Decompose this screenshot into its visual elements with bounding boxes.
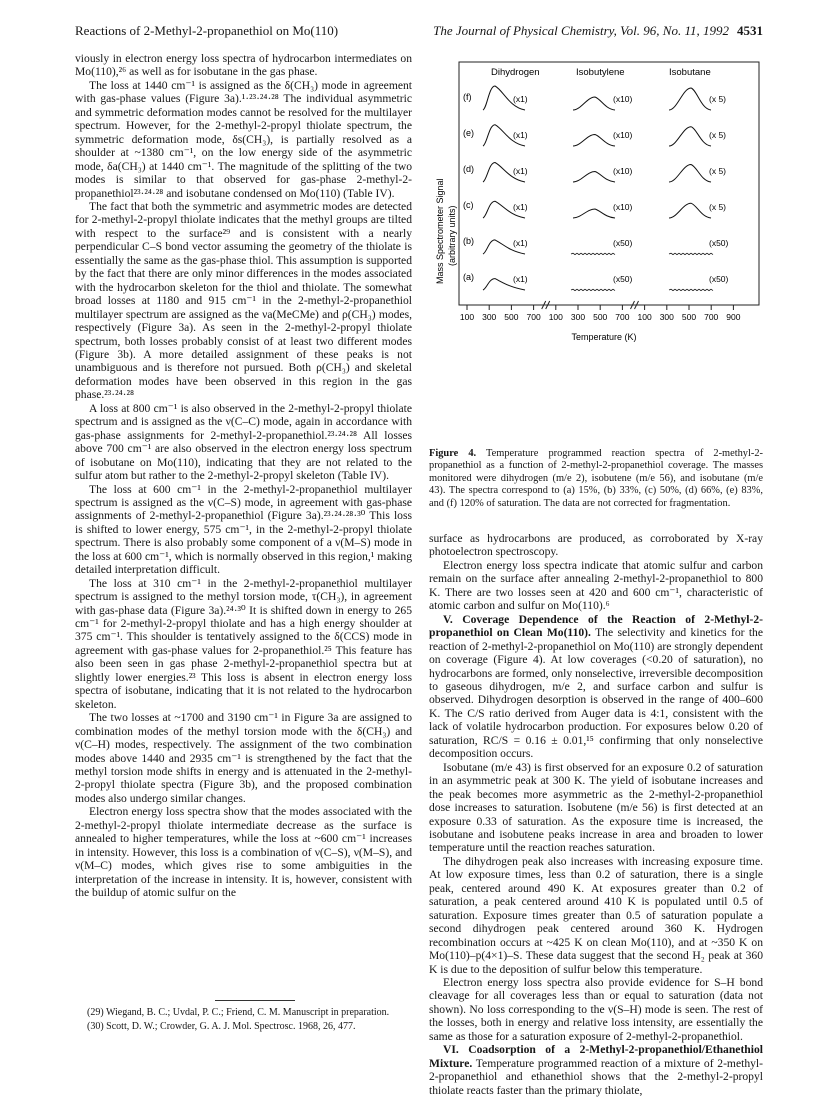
spectrum-row [463, 200, 726, 218]
multiplier-label: (x10) [613, 94, 633, 104]
multiplier-label: (x50) [613, 238, 633, 248]
x-tick-label: 300 [570, 312, 586, 322]
x-tick-label: 500 [681, 312, 697, 322]
x-axis [460, 301, 741, 322]
multiplier-label: (x1) [513, 202, 528, 212]
paragraph: viously in electron energy loss spectra of hydrocarbon intermediates on Mo(110),²⁶ as well as for isobutane in the gas phase. [75, 52, 412, 79]
row-label: (e) [463, 128, 474, 138]
section-text: Temperature programmed reaction of a mixture of 2-methyl-2-propanethiol and ethanethiol shows that the 2-methyl-2-propyl thiolate reacts faster than the primary thiolate, [429, 1056, 763, 1097]
caption-text: Temperature programmed reaction spectra of 2-methyl-2-propanethiol as a function of 2-methyl-2-propanethiol coverage. The masses monitored were dihydrogen (m/e 2), isobutene (m/e 56), and isobutane (m/e 43). The spectra correspond to (a) 15%, (b) 33%, (c) 50%, (d) 66%, (e) 83%, and (f) 120% of saturation. The data are not corrected for fragmentation. [429, 448, 763, 509]
paragraph: The loss at 1440 cm⁻¹ is assigned as the δ(CH₃) mode in agreement with gas-phase values (Figure 3a).¹·²³·²⁴·²⁸ The individual asymmetric and symmetric deformation modes cannot be resolved for the multilayer spectrum. However, for the 2-methyl-2-propyl thiolate spectrum, the symmetric deformation mode, δs(CH₃), is partially resolved as a shoulder at ~1380 cm⁻¹, on the low energy side of the asymmetric mode, δa(CH₃) at 1440 cm⁻¹. The magnitude of the splitting of the two modes is similar to that observed for gas-phase 2-methyl-2-propanethiol²³·²⁴·²⁸ and isobutane condensed on Mo(110) (Table IV). [75, 78, 412, 200]
x-axis-label: Temperature (K) [571, 332, 637, 342]
row-label: (c) [463, 200, 474, 210]
multiplier-label: (x50) [613, 274, 633, 284]
multiplier-label: (x1) [513, 130, 528, 140]
row-label: (a) [463, 272, 474, 282]
row-label: (f) [463, 92, 472, 102]
isobutane-trace [669, 289, 713, 290]
paragraph: Electron energy loss spectra also provide evidence for S–H bond cleavage for all coverages less than or equal to saturation (data not shown). No loss corresponding to the ν(S–H) mode is seen. The rest of the losses, both in energy and relative loss intensity, are essentially the same as those for a saturation exposure of 2-methyl-2-propanethiol. [429, 975, 763, 1043]
paragraph: surface as hydrocarbons are produced, as corroborated by X-ray photoelectron spectroscopy. [429, 532, 763, 559]
isobutylene-trace [571, 253, 615, 254]
header-title: Reactions of 2-Methyl-2-propanethiol on Mo(110) [75, 23, 339, 38]
column-title-isobutylene: Isobutylene [576, 67, 625, 78]
isobutylene-trace [573, 172, 615, 183]
multiplier-label: (x10) [613, 166, 633, 176]
paragraph: The loss at 600 cm⁻¹ in the 2-methyl-2-propanethiol multilayer spectrum is assigned as the ν(C–S) mode, in agreement with gas-phase assignments of 2-methyl-2-propanethiol (Figure 3a).²³·²⁴·²⁸·³⁰ This loss is shifted to lower energy, 575 cm⁻¹, in the 2-methyl-2-propyl thiolate spectrum. There is also probably some component of a ν(M–S) mode in the loss at 600 cm⁻¹, which is normally observed in this region,¹ making detailed interpretation difficult. [75, 482, 412, 577]
figure-caption [429, 448, 763, 510]
paragraph: Electron energy loss spectra show that the modes associated with the 2-methyl-2-propyl thiolate intermediate decrease as the surface is annealed to higher temperatures, while the loss at ~600 cm⁻¹ increases in intensity. However, this loss is a combination of ν(C–S), ν(M–S), and ν(M–C) modes, which gives rise to some ambiguities in the interpretation of the increase in intensity. It is, however, consistent with the buildup of atomic sulfur on the [75, 805, 412, 900]
isobutane-trace [669, 127, 711, 146]
multiplier-label: (x50) [709, 274, 729, 284]
x-tick-label: 700 [704, 312, 719, 322]
column-title-isobutane: Isobutane [669, 67, 711, 78]
multiplier-label: (x1) [513, 238, 528, 248]
isobutane-trace [669, 88, 711, 110]
isobutylene-trace [571, 289, 615, 290]
y-axis-label-units: (arbitrary units) [447, 205, 457, 266]
isobutylene-trace [573, 209, 615, 218]
footnote: (30) Scott, D. W.; Crowder, G. A. J. Mol. Spectrosc. 1968, 26, 477. [87, 1021, 356, 1032]
x-tick-label: 500 [593, 312, 608, 322]
x-tick-label: 100 [637, 312, 652, 322]
x-tick-label: 900 [726, 312, 741, 322]
isobutane-trace [669, 203, 711, 218]
header-journal-text: The Journal of Physical Chemistry, Vol. 96, No. 11, 1992 [433, 23, 729, 38]
section-heading: V. Coverage Dependence of the Reaction of 2-Methyl-2-propanethiol on Clean Mo(110). [429, 612, 763, 640]
isobutylene-trace [573, 135, 615, 147]
page-number: 4531 [737, 23, 763, 38]
paragraph: The fact that both the symmetric and asymmetric modes are detected for 2-methyl-2-propyl thiolate indicates that the methyl groups are tilted with respect to the surface²⁹ and is consistent with a nearly perpendicular C–S bond vector assuming the geometry of the thiolate is essentially the same as the gas-phase thiol. This assumption is supported by the fact that there are only minor differences in the modes associated with the hydrocarbon skeleton for the thiol and thiolate. The somewhat broad losses at 1180 and 915 cm⁻¹ in the 2-methyl-2-propanethiol multilayer spectrum are assigned as the νa(MeCMe) and ρ(CH₃) modes, respectively (Figure 3a). As seen in the 2-methyl-2-propyl thiolate spectrum, both losses probably consist of at least two different modes (Figure 3b). A more detailed assignment of these peaks is not unambiguous and is therefore not pursued. Both ρ(CH₃) and skeletal deformation modes have been observed in this region in the gas phase.²³·²⁴·²⁸ [75, 199, 412, 402]
x-tick-label: 300 [659, 312, 674, 322]
multiplier-label: (x 5) [709, 202, 726, 212]
paragraph: Electron energy loss spectra indicate that atomic sulfur and carbon remain on the surface after annealing 2-methyl-2-propanethiol to 800 K. There are two losses seen at 420 and 600 cm⁻¹, characteristic of atomic carbon and sulfur on Mo(110).⁶ [429, 558, 763, 613]
column-title-dihydrogen: Dihydrogen [491, 67, 540, 78]
paragraph: The dihydrogen peak also increases with increasing exposure time. At low exposure times, less than 0.2 of saturation, there is a single peak, centered around 490 K. At exposures greater than 0.2 of saturation, a peak centered around 410 K is populated until 0.5 of saturation. Exposure times greater than 0.5 of saturation populate a second dihydrogen peak centered around 360 K. Hydrogen recombination occurs at ~425 K on clean Mo(110), and at ~350 K on Mo(110)–p(4×1)–S. These data suggest that the second H₂ peak at 360 K is due to the deposition of sulfur below this temperature. [429, 854, 763, 976]
footnote-rule [215, 1000, 295, 1001]
paragraph: The loss at 310 cm⁻¹ in the 2-methyl-2-propanethiol multilayer spectrum is assigned to the methyl torsion mode, τ(CH₃), in agreement with gas-phase data (Figure 3a).²⁴·³⁰ It is shifted down in energy to 265 cm⁻¹ for 2-methyl-2-propyl thiolate and has a high energy shoulder at 375 cm⁻¹. This shoulder is tentatively assigned to the δ(CCS) mode in agreement with gas-phase values for 2-propanethiol.²⁵ This feature has also been seen in gas phase 2-methyl-2-propanethiol spectra but at slightly lower energies.²³ This loss is absent in electron energy loss spectra of isobutane, indicating that it is not related to the hydrocarbon skeleton. [75, 576, 412, 711]
footnote: (29) Wiegand, B. C.; Uvdal, P. C.; Friend, C. M. Manuscript in preparation. [87, 1007, 390, 1018]
section-vi [429, 1043, 763, 1097]
y-axis-label: Mass Spectrometer Signal [435, 178, 445, 284]
footnotes [75, 1000, 412, 1035]
multiplier-label: (x10) [613, 202, 633, 212]
multiplier-label: (x1) [513, 94, 528, 104]
multiplier-label: (x 5) [709, 166, 726, 176]
spectrum-row [463, 163, 726, 183]
x-tick-label: 100 [459, 312, 475, 322]
x-tick-label: 500 [504, 312, 519, 322]
row-label: (d) [463, 164, 474, 174]
x-tick-label: 100 [548, 312, 563, 322]
row-label: (b) [463, 236, 474, 246]
isobutane-trace [669, 165, 711, 183]
isobutylene-trace [573, 97, 615, 110]
spectrum-row [463, 272, 729, 291]
header-journal [433, 23, 763, 39]
running-header [75, 23, 763, 41]
spectrum-row [463, 86, 726, 110]
spectrum-row [463, 236, 729, 255]
x-tick-label: 700 [615, 312, 630, 322]
multiplier-label: (x50) [709, 238, 729, 248]
right-column [429, 532, 763, 1097]
paragraph: A loss at 800 cm⁻¹ is also observed in the 2-methyl-2-propyl thiolate spectrum and is assigned as the ν(C–C) mode, again in accordance with gas-phase assignments for 2-methyl-2-propanethiol.²³·²⁴·²⁸ All losses above 700 cm⁻¹ are also observed in the electron energy loss spectrum of isobutane on Mo(110), indicating that they are not related to the sulfur atom but rather to the 2-methyl-2-propyl skeleton (Table IV). [75, 401, 412, 483]
multiplier-label: (x 5) [709, 94, 726, 104]
section-text: The selectivity and kinetics for the reaction of 2-methyl-2-propanethiol on Mo(110) are strongly dependent on coverage (Figure 4). At low coverages (<0.20 of saturation), no hydrocarbons are formed, only nonselective, irreversible decomposition to gaseous dihydrogen, m/e 2, and surface carbon and sulfur is observed. Dihydrogen desorption is observed in the range of 400–600 K. The C/S ratio derived from Auger data is 4:1, consistent with the lack of volatile hydrocarbon production. For exposures below 0.20 of saturation, RC/S = 0.16 ± 0.01,¹⁵ confirming that only nonselective decomposition occurs. [429, 626, 763, 761]
paragraph: Isobutane (m/e 43) is first observed for an exposure 0.2 of saturation in an asymmetric peak at 300 K. The yield of isobutane increases and the peak becomes more asymmetric as the 2-methyl-2-propanethiol dose increases to saturation. Isobutene (m/e 56) is first detected at an exposure 0.33 of saturation. As the exposure time is increased, the isobutane and isobutene peaks increase in area and broaden to lower temperature until the reaction reaches saturation. [429, 760, 763, 855]
multiplier-label: (x1) [513, 274, 528, 284]
paragraph: The two losses at ~1700 and 3190 cm⁻¹ in Figure 3a are assigned to combination modes of the methyl torsion mode with the δ(CH₃) and ν(C–H) modes, respectively. The assignment of the two combination modes above 1440 and 2935 cm⁻¹ is strengthened by the fact that the methyl torsion mode shifts in energy and is attenuated in the 2-methyl-2-propyl thiolate spectra (Figure 3b), and the proposed combination modes also undergo similar changes. [75, 711, 412, 805]
figure-4-plot [429, 52, 763, 352]
multiplier-label: (x10) [613, 130, 633, 140]
isobutane-trace [669, 253, 713, 254]
multiplier-label: (x1) [513, 166, 528, 176]
section-v [429, 613, 763, 761]
x-tick-label: 700 [526, 312, 541, 322]
section-heading: VI. Coadsorption of a 2-Methyl-2-propanethiol/Ethanethiol Mixture. [429, 1043, 763, 1070]
multiplier-label: (x 5) [709, 130, 726, 140]
x-tick-label: 300 [482, 312, 497, 322]
spectra-rows [463, 86, 729, 291]
left-column [75, 52, 412, 900]
caption-label: Figure 4. [429, 448, 477, 459]
spectrum-row [463, 125, 726, 146]
